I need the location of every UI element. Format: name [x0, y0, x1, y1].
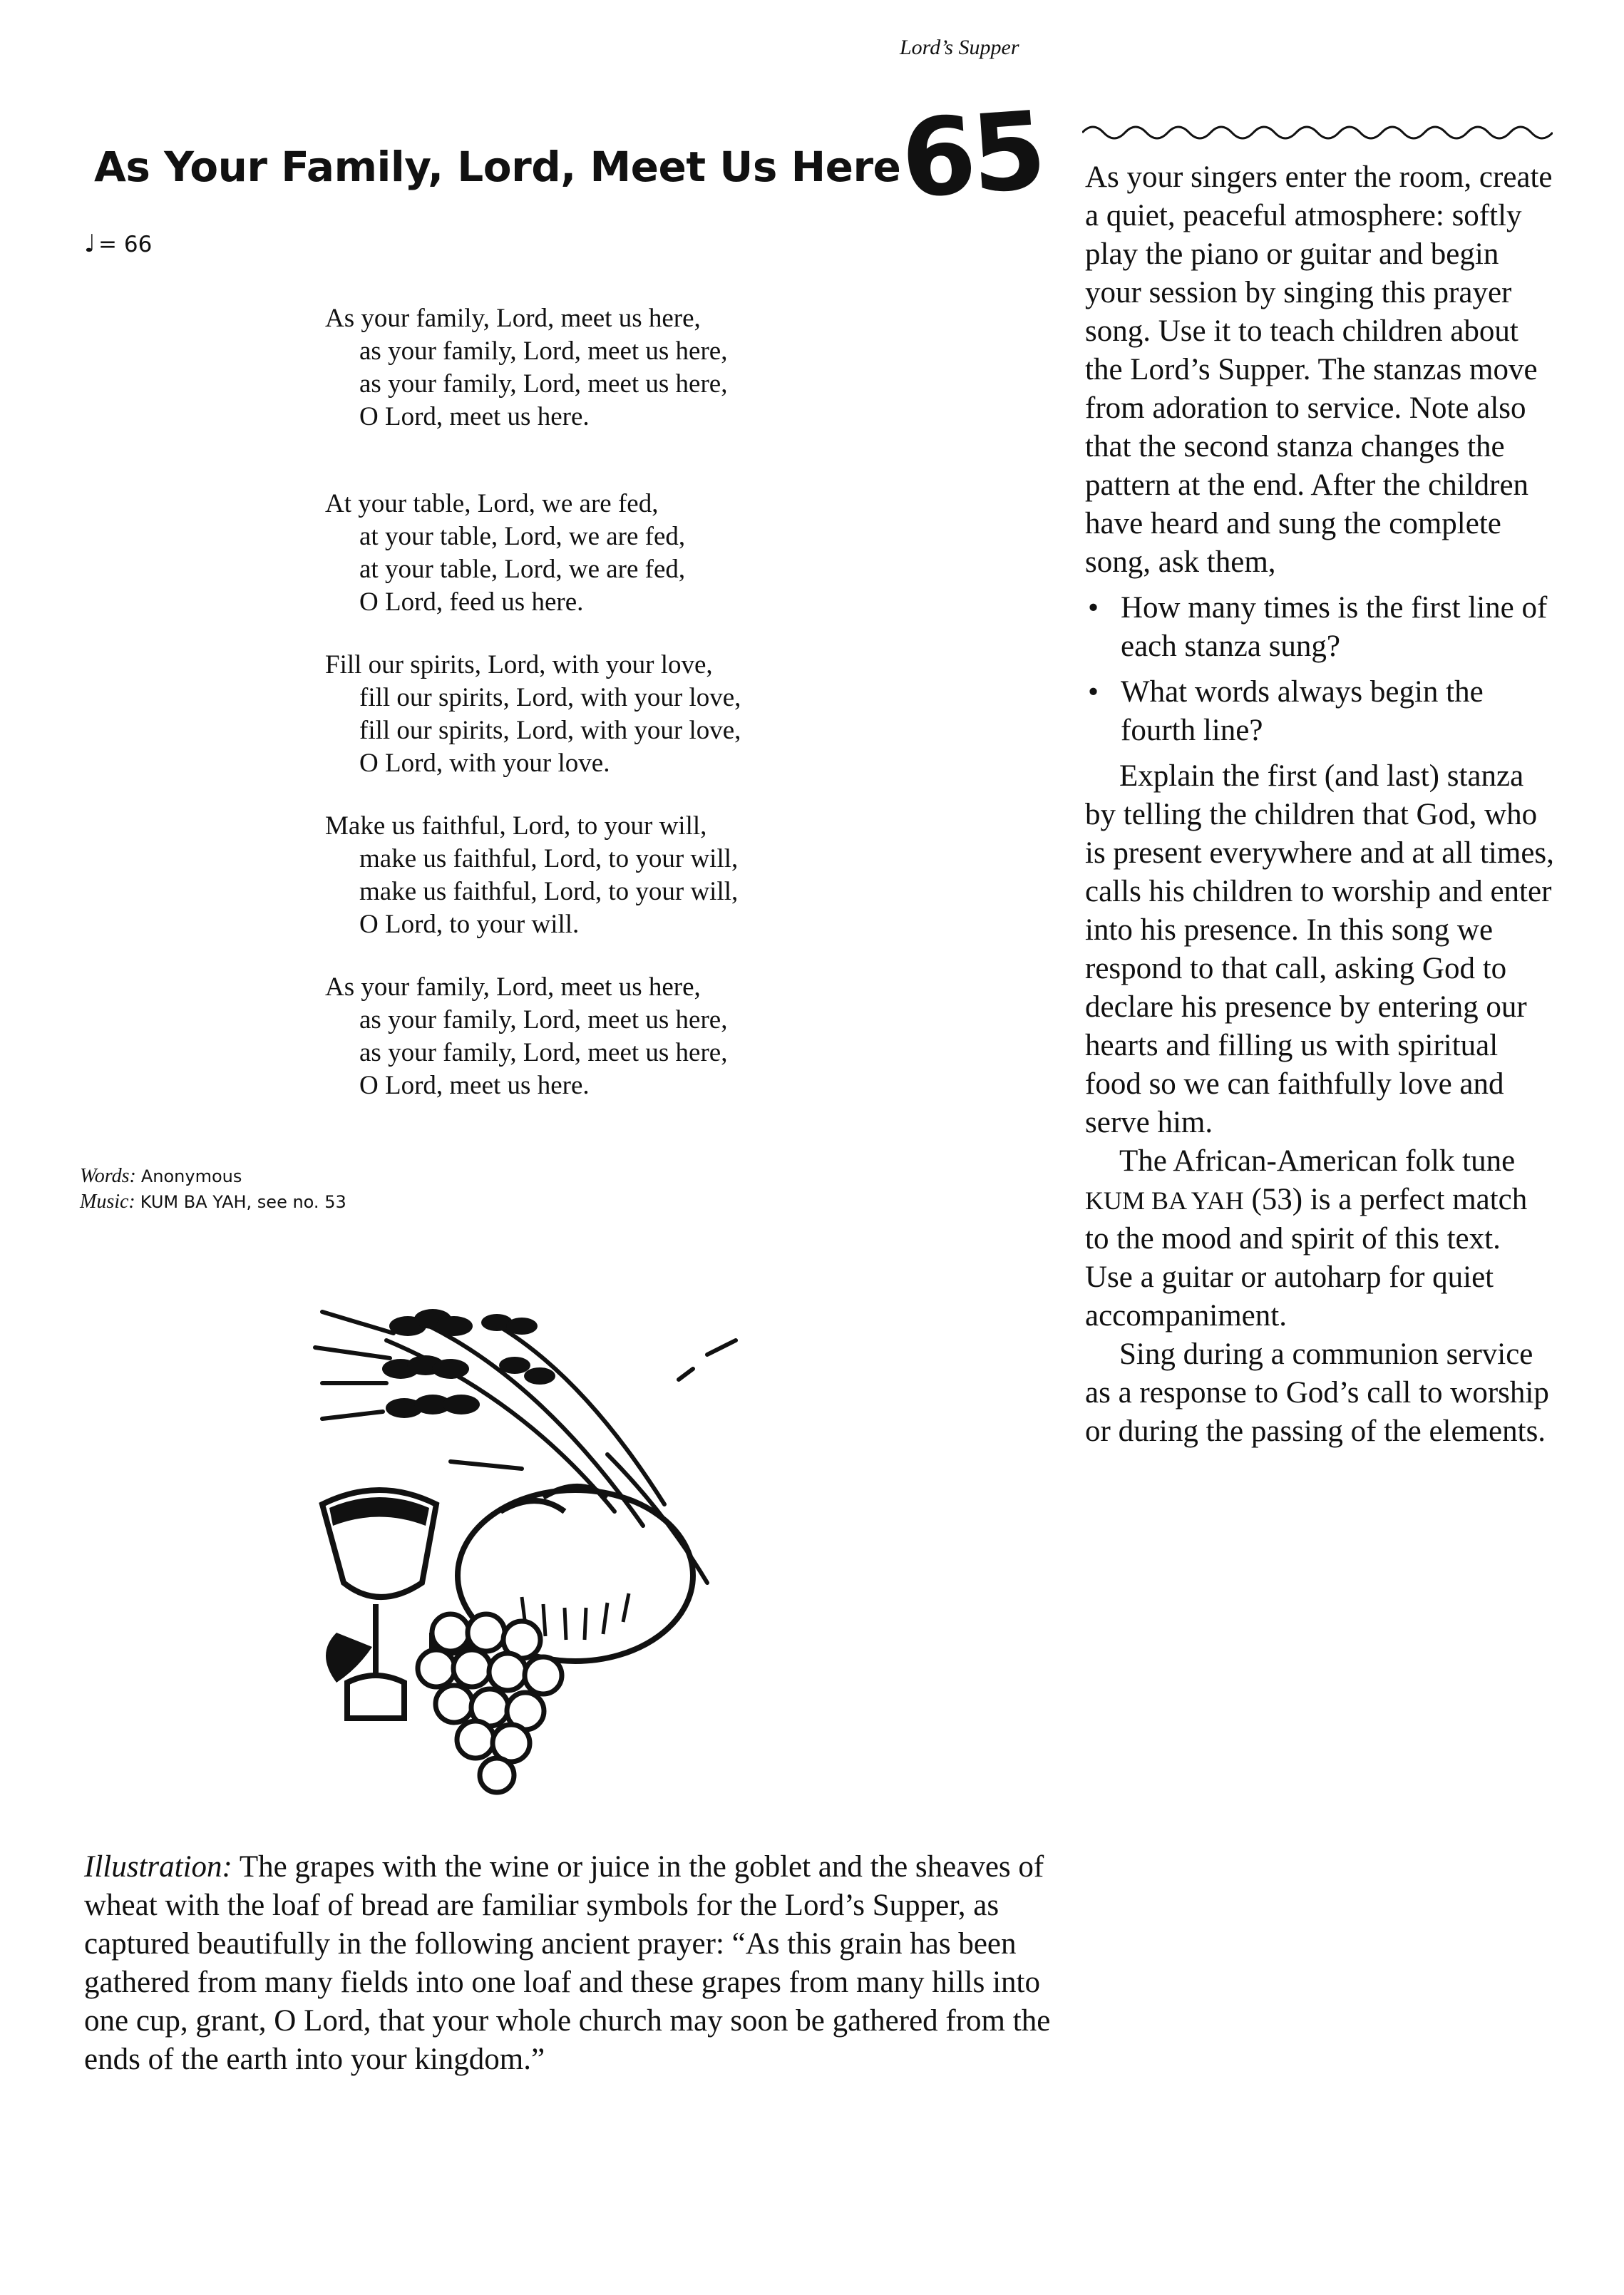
stanza-line: As your family, Lord, meet us here,: [325, 304, 701, 333]
stanza-1: [325, 302, 727, 433]
stanza-line: Fill our spirits, Lord, with your love,: [325, 650, 713, 679]
question-list: [1085, 589, 1556, 750]
quarter-note-icon: ♩: [84, 230, 96, 258]
music-label: Music:: [80, 1191, 135, 1213]
illustration-caption: [84, 1848, 1054, 2079]
question-text: What words always begin the fourth line?: [1121, 675, 1484, 747]
words-value: Anonymous: [140, 1166, 242, 1186]
list-item: [1085, 673, 1556, 750]
song-title: As Your Family, Lord, Meet Us Here: [94, 143, 901, 191]
song-number: 65: [897, 88, 1047, 222]
stanza-line: O Lord, meet us here.: [359, 1071, 590, 1100]
stanza-line: as your family, Lord, meet us here,: [359, 337, 728, 366]
stanza-5: [325, 971, 727, 1102]
notes-intro: As your singers enter the room, create a quiet, peaceful atmosphere: softly play the piano or guitar and begin your session by singing this prayer song. Use it to teach children about the Lord’s Supper. The stanzas move from adoration to service. Note also that the second stanza changes the pattern at the end. After the children have heard and sung the complete song, ask them,: [1085, 160, 1553, 579]
words-label: Words:: [80, 1165, 136, 1187]
stanza-2: [325, 488, 685, 619]
teaching-notes: [1085, 158, 1556, 1451]
stanza-line: make us faithful, Lord, to your will,: [359, 844, 739, 873]
tempo-marking: [84, 230, 152, 258]
notes-paragraph: Explain the first (and last) stanza by telling the children that God, who is present everywhere and at all times, calls his children to worship and enter into his presence. In this song we respond to that call, asking God to declare his presence by entering our hearts and filling us with spiritual food so we can faithfully love and serve him.: [1085, 759, 1554, 1139]
stanza-line: fill our spirits, Lord, with your love,: [359, 716, 741, 745]
text-span: The African-American folk tune: [1119, 1144, 1516, 1178]
stanza-line: as your family, Lord, meet us here,: [359, 1038, 728, 1067]
wavy-rule-icon: [1082, 117, 1553, 145]
list-item: [1085, 589, 1556, 666]
caption-text: The grapes with the wine or juice in the goblet and the sheaves of wheat with the loaf of bread are familiar symbols for the Lord’s Supper, as captured beautifully in the following ancient prayer: “As this grain has been gathered from many fields into one loaf and these grapes from many hills into one cup, grant, O Lord, that your whole church may soon be gathered from the ends of the earth into your kingdom.”: [84, 1850, 1051, 2076]
music-value: KUM BA YAH, see no. 53: [140, 1192, 346, 1212]
stanza-line: make us faithful, Lord, to your will,: [359, 877, 739, 906]
notes-paragraph: [1085, 1142, 1556, 1335]
stanza-line: as your family, Lord, meet us here,: [359, 369, 728, 399]
stanza-line: O Lord, to your will.: [359, 910, 580, 939]
caption-label: Illustration:: [84, 1850, 232, 1884]
stanza-line: at your table, Lord, we are fed,: [359, 522, 686, 551]
bullet-icon: •: [1088, 591, 1099, 625]
stanza-line: As your family, Lord, meet us here,: [325, 972, 701, 1002]
text-span: (53) is a perfect match to the mood and spirit of this text. Use a guitar or autoharp for quiet accompaniment.: [1085, 1183, 1528, 1333]
question-text: How many times is the first line of each stanza sung?: [1121, 591, 1548, 663]
stanza-4: [325, 810, 738, 941]
notes-paragraph: Sing during a communion service as a response to God’s call to worship or during the passing of the elements.: [1085, 1338, 1549, 1448]
tune-name: KUM BA YAH: [1085, 1186, 1244, 1215]
bullet-icon: •: [1088, 675, 1099, 709]
stanza-line: O Lord, feed us here.: [359, 587, 584, 617]
stanza-line: as your family, Lord, meet us here,: [359, 1005, 728, 1034]
stanza-line: at your table, Lord, we are fed,: [359, 555, 686, 584]
song-credits: [80, 1164, 346, 1215]
stanza-line: fill our spirits, Lord, with your love,: [359, 683, 741, 712]
stanza-line: O Lord, meet us here.: [359, 402, 590, 431]
stanza-line: At your table, Lord, we are fed,: [325, 489, 659, 518]
stanza-line: O Lord, with your love.: [359, 749, 610, 778]
tempo-value: = 66: [98, 232, 153, 257]
running-head: Lord’s Supper: [900, 36, 1019, 59]
stanza-line: Make us faithful, Lord, to your will,: [325, 811, 707, 841]
communion-illustration-icon: [308, 1298, 821, 1811]
stanza-3: [325, 649, 741, 780]
